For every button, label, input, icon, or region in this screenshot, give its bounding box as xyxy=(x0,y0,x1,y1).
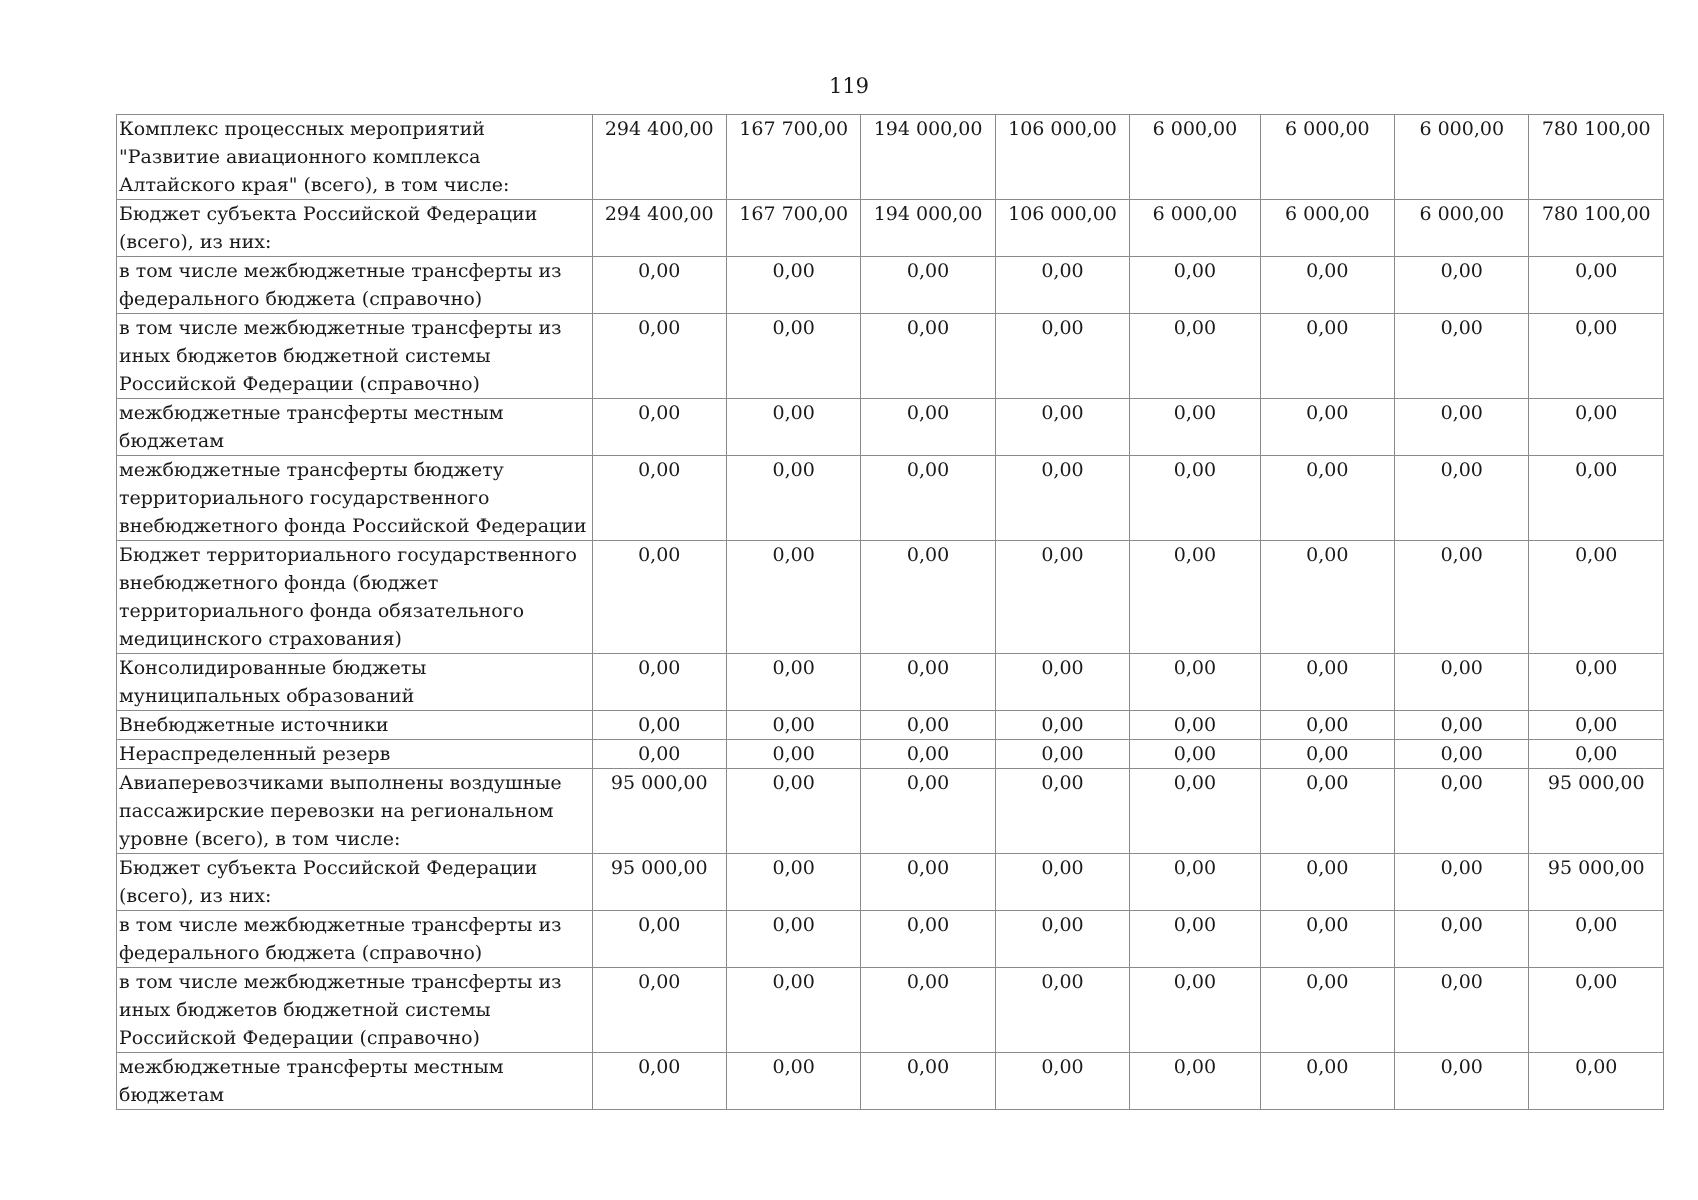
table-row xyxy=(117,314,1664,399)
table-cell-value: 0,00 xyxy=(1395,854,1529,911)
table-cell-value: 0,00 xyxy=(861,769,995,854)
table-cell-value: 194 000,00 xyxy=(861,200,995,257)
table-row xyxy=(117,968,1664,1053)
budget-table xyxy=(116,114,1664,1110)
row-label: межбюджетные трансферты бюджету территориального государственного внебюджетного фонда Российской Федерации xyxy=(117,456,593,541)
table-cell-value: 167 700,00 xyxy=(726,200,860,257)
row-label: межбюджетные трансферты местным бюджетам xyxy=(117,399,593,456)
table-cell-value: 0,00 xyxy=(726,257,860,314)
table-cell-value: 6 000,00 xyxy=(1130,200,1260,257)
row-label: Комплекс процессных мероприятий "Развитие авиационного комплекса Алтайского края" (всего), в том числе: xyxy=(117,115,593,200)
table-cell-value: 0,00 xyxy=(726,769,860,854)
table-cell-value: 0,00 xyxy=(1529,257,1664,314)
row-label: Бюджет субъекта Российской Федерации (всего), из них: xyxy=(117,854,593,911)
table-row xyxy=(117,456,1664,541)
table-cell-value: 0,00 xyxy=(592,740,726,769)
page-number: 119 xyxy=(828,74,870,98)
table-cell-value: 0,00 xyxy=(861,654,995,711)
table-cell-value: 0,00 xyxy=(1260,314,1394,399)
table-cell-value: 6 000,00 xyxy=(1260,115,1394,200)
table-cell-value: 0,00 xyxy=(1130,456,1260,541)
table-cell-value: 0,00 xyxy=(1395,711,1529,740)
table-cell-value: 0,00 xyxy=(995,769,1129,854)
table-cell-value: 0,00 xyxy=(861,711,995,740)
table-cell-value: 167 700,00 xyxy=(726,115,860,200)
table-cell-value: 0,00 xyxy=(1260,711,1394,740)
table-row xyxy=(117,257,1664,314)
table-cell-value: 0,00 xyxy=(995,399,1129,456)
row-label: в том числе межбюджетные трансферты из иных бюджетов бюджетной системы Российской Федерации (справочно) xyxy=(117,314,593,399)
table-cell-value: 0,00 xyxy=(1130,968,1260,1053)
table-row xyxy=(117,399,1664,456)
table-cell-value: 6 000,00 xyxy=(1260,200,1394,257)
table-cell-value: 0,00 xyxy=(861,257,995,314)
table-row xyxy=(117,200,1664,257)
table-cell-value: 0,00 xyxy=(861,541,995,654)
table-cell-value: 95 000,00 xyxy=(592,854,726,911)
table-cell-value: 0,00 xyxy=(726,1053,860,1110)
table-cell-value: 0,00 xyxy=(1395,257,1529,314)
table-cell-value: 0,00 xyxy=(1395,968,1529,1053)
table-cell-value: 0,00 xyxy=(1260,654,1394,711)
table-cell-value: 106 000,00 xyxy=(995,115,1129,200)
table-cell-value: 0,00 xyxy=(1395,769,1529,854)
table-cell-value: 0,00 xyxy=(726,399,860,456)
row-label: Внебюджетные источники xyxy=(117,711,593,740)
table-cell-value: 6 000,00 xyxy=(1130,115,1260,200)
row-label: Нераспределенный резерв xyxy=(117,740,593,769)
table-cell-value: 0,00 xyxy=(1130,769,1260,854)
table-cell-value: 0,00 xyxy=(592,654,726,711)
table-cell-value: 0,00 xyxy=(995,740,1129,769)
table-cell-value: 0,00 xyxy=(995,911,1129,968)
table-cell-value: 0,00 xyxy=(1260,1053,1394,1110)
table-cell-value: 0,00 xyxy=(1130,257,1260,314)
table-cell-value: 0,00 xyxy=(995,541,1129,654)
table-cell-value: 0,00 xyxy=(726,711,860,740)
row-label: Авиаперевозчиками выполнены воздушные пассажирские перевозки на региональном уровне (всего), в том числе: xyxy=(117,769,593,854)
table-cell-value: 0,00 xyxy=(592,711,726,740)
table-cell-value: 0,00 xyxy=(861,911,995,968)
row-label: межбюджетные трансферты местным бюджетам xyxy=(117,1053,593,1110)
table-cell-value: 0,00 xyxy=(1395,654,1529,711)
table-cell-value: 0,00 xyxy=(1260,456,1394,541)
table-cell-value: 0,00 xyxy=(1260,541,1394,654)
table-cell-value: 0,00 xyxy=(861,968,995,1053)
table-cell-value: 106 000,00 xyxy=(995,200,1129,257)
table-cell-value: 0,00 xyxy=(861,1053,995,1110)
table-cell-value: 0,00 xyxy=(1260,740,1394,769)
table-cell-value: 780 100,00 xyxy=(1529,200,1664,257)
table-cell-value: 0,00 xyxy=(592,456,726,541)
table-row xyxy=(117,769,1664,854)
table-row xyxy=(117,1053,1664,1110)
table-cell-value: 0,00 xyxy=(726,911,860,968)
table-row xyxy=(117,854,1664,911)
table-cell-value: 0,00 xyxy=(995,257,1129,314)
table-cell-value: 0,00 xyxy=(1130,399,1260,456)
table-cell-value: 0,00 xyxy=(1130,654,1260,711)
table-row xyxy=(117,911,1664,968)
table-cell-value: 0,00 xyxy=(1260,399,1394,456)
table-cell-value: 0,00 xyxy=(995,854,1129,911)
table-cell-value: 0,00 xyxy=(861,456,995,541)
table-cell-value: 0,00 xyxy=(1529,654,1664,711)
table-row xyxy=(117,541,1664,654)
table-cell-value: 0,00 xyxy=(1260,854,1394,911)
table-cell-value: 0,00 xyxy=(1395,740,1529,769)
row-label: в том числе межбюджетные трансферты из федерального бюджета (справочно) xyxy=(117,911,593,968)
table-cell-value: 0,00 xyxy=(592,399,726,456)
table-cell-value: 0,00 xyxy=(861,740,995,769)
table-cell-value: 0,00 xyxy=(726,968,860,1053)
table-cell-value: 0,00 xyxy=(995,654,1129,711)
table-cell-value: 0,00 xyxy=(1529,968,1664,1053)
table-cell-value: 0,00 xyxy=(726,314,860,399)
row-label: в том числе межбюджетные трансферты из иных бюджетов бюджетной системы Российской Федерации (справочно) xyxy=(117,968,593,1053)
table-cell-value: 0,00 xyxy=(592,911,726,968)
table-row xyxy=(117,740,1664,769)
table-cell-value: 0,00 xyxy=(1130,854,1260,911)
table-cell-value: 0,00 xyxy=(995,711,1129,740)
budget-table-body xyxy=(117,115,1664,1110)
table-cell-value: 0,00 xyxy=(1130,711,1260,740)
table-cell-value: 0,00 xyxy=(592,968,726,1053)
table-cell-value: 0,00 xyxy=(726,541,860,654)
table-cell-value: 0,00 xyxy=(1529,911,1664,968)
table-cell-value: 0,00 xyxy=(726,654,860,711)
table-cell-value: 95 000,00 xyxy=(1529,769,1664,854)
table-cell-value: 0,00 xyxy=(1130,541,1260,654)
table-cell-value: 0,00 xyxy=(861,314,995,399)
table-cell-value: 0,00 xyxy=(861,854,995,911)
table-cell-value: 0,00 xyxy=(995,968,1129,1053)
table-cell-value: 0,00 xyxy=(1130,1053,1260,1110)
row-label: Бюджет субъекта Российской Федерации (всего), из них: xyxy=(117,200,593,257)
table-cell-value: 0,00 xyxy=(1529,314,1664,399)
table-cell-value: 0,00 xyxy=(1395,456,1529,541)
table-cell-value: 0,00 xyxy=(1529,541,1664,654)
table-cell-value: 0,00 xyxy=(1395,314,1529,399)
table-cell-value: 0,00 xyxy=(1260,968,1394,1053)
row-label: Консолидированные бюджеты муниципальных образований xyxy=(117,654,593,711)
table-cell-value: 0,00 xyxy=(1395,541,1529,654)
table-cell-value: 0,00 xyxy=(592,257,726,314)
table-cell-value: 6 000,00 xyxy=(1395,200,1529,257)
table-cell-value: 0,00 xyxy=(1260,769,1394,854)
table-cell-value: 0,00 xyxy=(1529,456,1664,541)
table-cell-value: 0,00 xyxy=(592,314,726,399)
table-cell-value: 95 000,00 xyxy=(592,769,726,854)
table-cell-value: 0,00 xyxy=(1260,257,1394,314)
table-cell-value: 6 000,00 xyxy=(1395,115,1529,200)
table-row xyxy=(117,115,1664,200)
table-cell-value: 0,00 xyxy=(1130,740,1260,769)
row-label: Бюджет территориального государственного внебюджетного фонда (бюджет территориального фонда обязательного медицинского страхования) xyxy=(117,541,593,654)
table-cell-value: 294 400,00 xyxy=(592,200,726,257)
table-cell-value: 294 400,00 xyxy=(592,115,726,200)
table-cell-value: 0,00 xyxy=(1529,1053,1664,1110)
table-cell-value: 0,00 xyxy=(861,399,995,456)
table-cell-value: 0,00 xyxy=(726,456,860,541)
table-cell-value: 0,00 xyxy=(726,740,860,769)
table-cell-value: 95 000,00 xyxy=(1529,854,1664,911)
row-label: в том числе межбюджетные трансферты из федерального бюджета (справочно) xyxy=(117,257,593,314)
table-cell-value: 0,00 xyxy=(995,1053,1129,1110)
table-cell-value: 0,00 xyxy=(995,456,1129,541)
table-cell-value: 194 000,00 xyxy=(861,115,995,200)
table-row xyxy=(117,711,1664,740)
table-row xyxy=(117,654,1664,711)
table-cell-value: 0,00 xyxy=(726,854,860,911)
table-cell-value: 0,00 xyxy=(1260,911,1394,968)
table-cell-value: 0,00 xyxy=(1130,314,1260,399)
table-cell-value: 0,00 xyxy=(1529,740,1664,769)
table-cell-value: 0,00 xyxy=(592,1053,726,1110)
table-cell-value: 0,00 xyxy=(1130,911,1260,968)
table-cell-value: 0,00 xyxy=(592,541,726,654)
table-cell-value: 0,00 xyxy=(1395,1053,1529,1110)
table-cell-value: 0,00 xyxy=(1529,399,1664,456)
table-cell-value: 0,00 xyxy=(1395,911,1529,968)
table-cell-value: 0,00 xyxy=(1529,711,1664,740)
table-cell-value: 0,00 xyxy=(995,314,1129,399)
table-cell-value: 780 100,00 xyxy=(1529,115,1664,200)
table-cell-value: 0,00 xyxy=(1395,399,1529,456)
